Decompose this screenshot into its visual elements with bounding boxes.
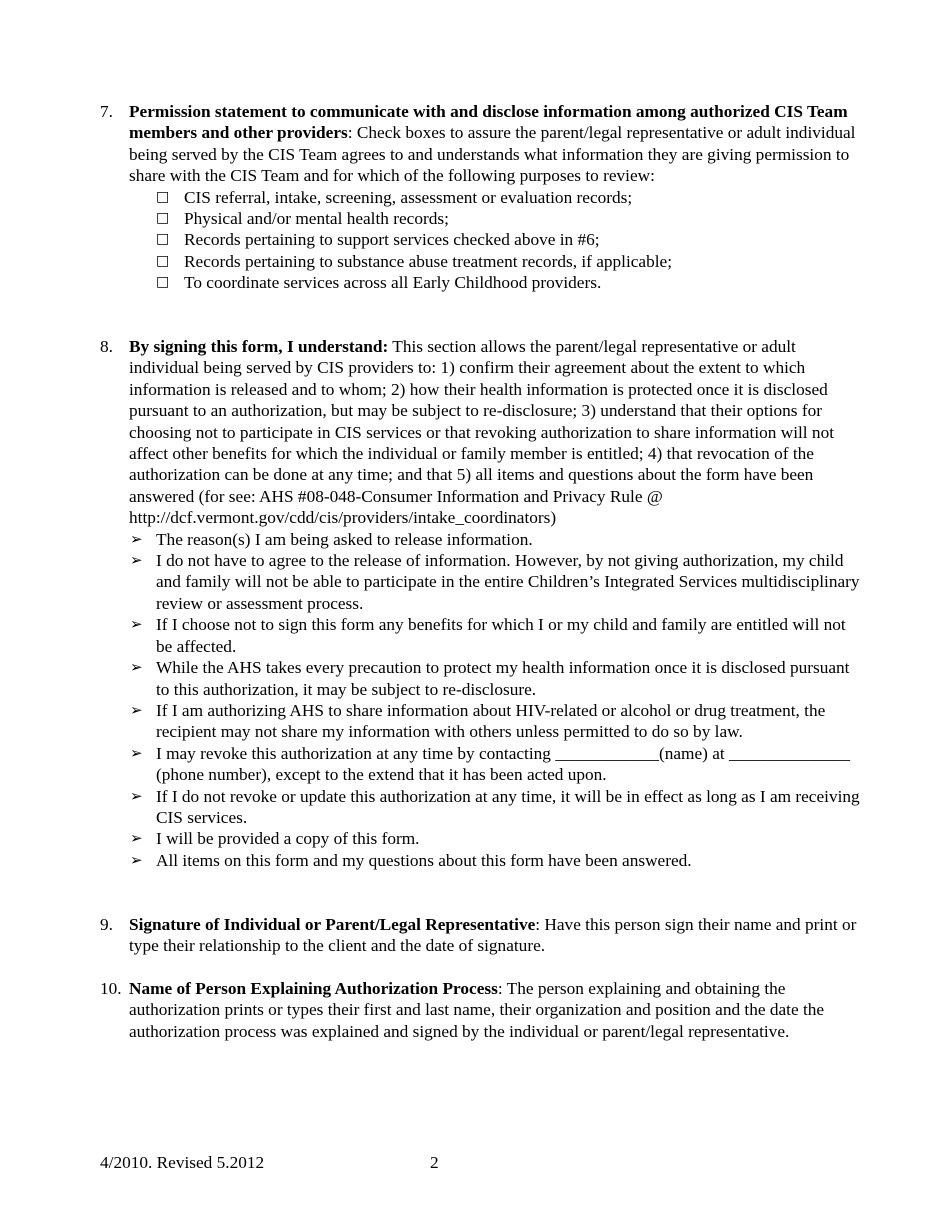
checkbox-item[interactable]	[100, 229, 860, 250]
list-item-text: I do not have to agree to the release of information. However, by not giving authorization, my child and family will not be able to participate in the entire Children’s Integrated Services multidisciplinary review or assessment process.	[156, 551, 860, 613]
section-heading: Signature of Individual or Parent/Legal Representative	[129, 915, 536, 934]
list-item-text: If I choose not to sign this form any benefits for which I or my child and family are entitled will not be affected.	[156, 615, 846, 656]
arrow-bullet-icon: ➢	[130, 850, 143, 869]
checkbox-label: Records pertaining to substance abuse treatment records, if applicable;	[184, 251, 673, 271]
section-number: 9.	[100, 915, 113, 934]
list-item	[100, 700, 860, 743]
arrow-bullet-icon: ➢	[130, 529, 143, 548]
checkbox-icon[interactable]: □	[156, 231, 170, 248]
section-number: 10.	[100, 979, 122, 998]
section-heading: Permission statement to communicate with and disclose information among authorized CIS Team members and other providers	[129, 102, 848, 143]
section-7	[100, 101, 860, 294]
arrow-bullet-icon: ➢	[130, 551, 143, 570]
section-8	[100, 336, 860, 871]
arrow-bullet-icon: ➢	[130, 615, 143, 634]
checkbox-label: Physical and/or mental health records;	[184, 209, 449, 229]
checkbox-icon[interactable]: □	[156, 274, 170, 291]
checkbox-list	[100, 187, 860, 294]
list-item-text: The reason(s) I am being asked to release information.	[156, 529, 533, 549]
list-item-text: While the AHS takes every precaution to protect my health information once it is disclosed pursuant to this authorization, it may be subject to re-disclosure.	[156, 658, 850, 699]
checkbox-icon[interactable]: □	[156, 210, 170, 227]
list-item-text: If I do not revoke or update this authorization at any time, it will be in effect as long as I am receiving CIS services.	[156, 786, 860, 827]
section-number: 8.	[100, 337, 113, 356]
arrow-bullet-icon: ➢	[130, 743, 143, 762]
section-text: : Have this person sign their name and print or type their relationship to the client and the date of signature.	[129, 915, 857, 956]
list-item-text: I may revoke this authorization at any time by contacting ____________(name) at ______________ (phone number), except to the extend that it has been acted upon.	[156, 743, 850, 785]
section-number: 7.	[100, 102, 113, 121]
page-number: 2	[430, 1153, 439, 1172]
arrow-bullet-icon: ➢	[130, 658, 143, 677]
list-item-text: All items on this form and my questions about this form have been answered.	[156, 850, 692, 870]
list-item	[100, 657, 860, 700]
checkbox-label: To coordinate services across all Early Childhood providers.	[184, 273, 602, 293]
section-9	[100, 914, 860, 957]
checkbox-item[interactable]	[100, 272, 860, 293]
section-10	[100, 978, 860, 1042]
checkbox-item[interactable]	[100, 187, 860, 208]
section-heading: By signing this form, I understand:	[129, 337, 389, 356]
arrow-bullet-icon: ➢	[130, 829, 143, 848]
list-item	[100, 550, 860, 614]
list-item	[100, 850, 860, 871]
checkbox-icon[interactable]: □	[156, 188, 170, 205]
list-item	[100, 529, 860, 550]
list-item	[100, 614, 860, 657]
checkbox-item[interactable]	[100, 251, 860, 272]
arrow-bullet-icon: ➢	[130, 786, 143, 805]
section-text: : The person explaining and obtaining the authorization prints or types their first and last name, their organization and position and the date the authorization process was explained and signed by the individual or parent/legal representative.	[129, 979, 825, 1041]
list-item	[100, 743, 860, 786]
footer-revision: 4/2010. Revised 5.2012	[100, 1153, 265, 1172]
section-text: This section allows the parent/legal representative or adult individual being served by CIS providers to: 1) confirm their agreement about the extent to which information is released and to whom; 2) how their health information is protected once it is disclosed pursuant to an authorization, but may be subject to re-disclosure; 3) understand that their options for choosing not to participate in CIS services or that revoking authorization to share information will not affect other benefits for which the individual or family member is entitled; 4) that revocation of the authorization can be done at any time; and that 5) all items and questions about the form have been answered (for see: AHS #08-048-Consumer Information and Privacy Rule @ http://dcf.vermont.gov/cdd/cis/providers/intake_coordinators)	[129, 337, 835, 528]
section-heading: Name of Person Explaining Authorization Process	[129, 979, 498, 998]
arrow-bullet-icon: ➢	[130, 700, 143, 719]
list-item-text: If I am authorizing AHS to share information about HIV-related or alcohol or drug treatment, the recipient may not share my information with others unless permitted to do so by law.	[156, 700, 826, 742]
checkbox-label: Records pertaining to support services checked above in #6;	[184, 230, 600, 250]
list-item-text: I will be provided a copy of this form.	[156, 829, 420, 849]
list-item	[100, 828, 860, 849]
acknowledgement-list	[100, 529, 860, 872]
list-item	[100, 786, 860, 829]
checkbox-label: CIS referral, intake, screening, assessment or evaluation records;	[184, 187, 633, 207]
checkbox-item[interactable]	[100, 208, 860, 229]
section-text: : Check boxes to assure the parent/legal representative or adult individual being served by the CIS Team agrees to and understands what information they are giving permission to share with the CIS Team and for which of the following purposes to review:	[129, 123, 856, 186]
checkbox-icon[interactable]: □	[156, 252, 170, 269]
